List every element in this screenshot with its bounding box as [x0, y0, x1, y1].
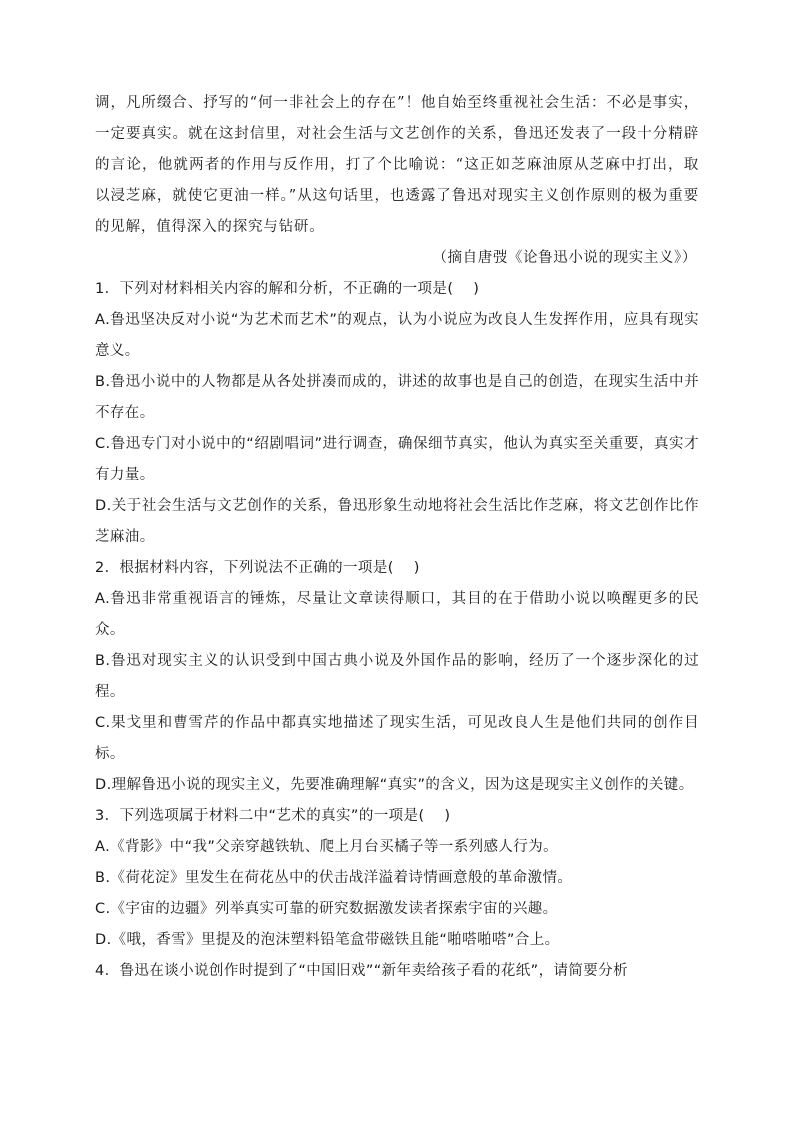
option-b: B.鲁迅小说中的人物都是从各处拼凑而成的，讲述的故事也是自己的创造，在现实生活中并不存在。 — [95, 374, 699, 421]
question-stem: 2．根据材料内容，下列说法不正确的一项是( ) — [95, 560, 420, 576]
option-b: B.鲁迅对现实主义的认识受到中国古典小说及外国作品的影响，经历了一个逐步深化的过程。 — [95, 653, 699, 700]
question-stem: 3．下列选项属于材料二中“艺术的真实”的一项是( ) — [95, 808, 451, 824]
option-d: D.理解鲁迅小说的现实主义，先要准确理解“真实”的含义，因为这是现实主义创作的关键。 — [95, 777, 694, 793]
question-stem: 4．鲁迅在谈小说创作时提到了“中国旧戏”“新年卖给孩子看的花纸”，请简要分析 — [95, 963, 628, 979]
question-3 — [95, 801, 699, 956]
option-c: C.果戈里和曹雪芹的作品中都真实地描述了现实生活，可见改良人生是他们共同的创作目标。 — [95, 715, 699, 762]
passage-text: 调，凡所缀合、抒写的“何一非社会上的存在”！他自始至终重视社会生活：不必是事实，一定要真实。就在这封信里，对社会生活与文艺创作的关系，鲁迅还发表了一段十分精辟的言论，他就两者的作用与反作用，打了个比喻说：“这正如芝麻油原从芝麻中打出，取以浸芝麻，就使它更油一样。”从这句话里，也透露了鲁迅对现实主义创作原则的极为重要的见解，值得深入的探究与钻研。 — [95, 95, 699, 235]
question-1 — [95, 274, 699, 553]
question-stem: 1．下列对材料相关内容的解和分析，不正确的一项是( ) — [95, 281, 480, 297]
option-a: A.鲁迅非常重视语言的锤炼，尽量让文章读得顺口，其目的在于借助小说以唤醒更多的民众。 — [95, 591, 699, 638]
question-2 — [95, 553, 699, 801]
question-4 — [95, 956, 699, 987]
document-page — [95, 88, 699, 987]
option-c: C.鲁迅专门对小说中的“绍剧唱词”进行调查，确保细节真实，他认为真实至关重要，真实才有力量。 — [95, 436, 699, 483]
option-a: A.鲁迅坚决反对小说“为艺术而艺术”的观点，认为小说应为改良人生发挥作用，应具有现实意义。 — [95, 312, 699, 359]
option-a: A.《背影》中“我”父亲穿越铁轨、爬上月台买橘子等一系列感人行为。 — [95, 839, 558, 855]
option-c: C.《宇宙的边疆》列举真实可靠的研究数据激发读者探索宇宙的兴趣。 — [95, 901, 558, 917]
passage-citation: （摘自唐弢《论鲁迅小说的现实主义》） — [432, 250, 697, 266]
option-d: D.《哦，香雪》里提及的泡沫塑料铅笔盒带磁铁且能“啪嗒啪嗒”合上。 — [95, 932, 560, 948]
option-d: D.关于社会生活与文艺创作的关系，鲁迅形象生动地将社会生活比作芝麻，将文艺创作比作芝麻油。 — [95, 498, 699, 545]
option-b: B.《荷花淀》里发生在荷花丛中的伏击战洋溢着诗情画意般的革命激情。 — [95, 870, 573, 886]
